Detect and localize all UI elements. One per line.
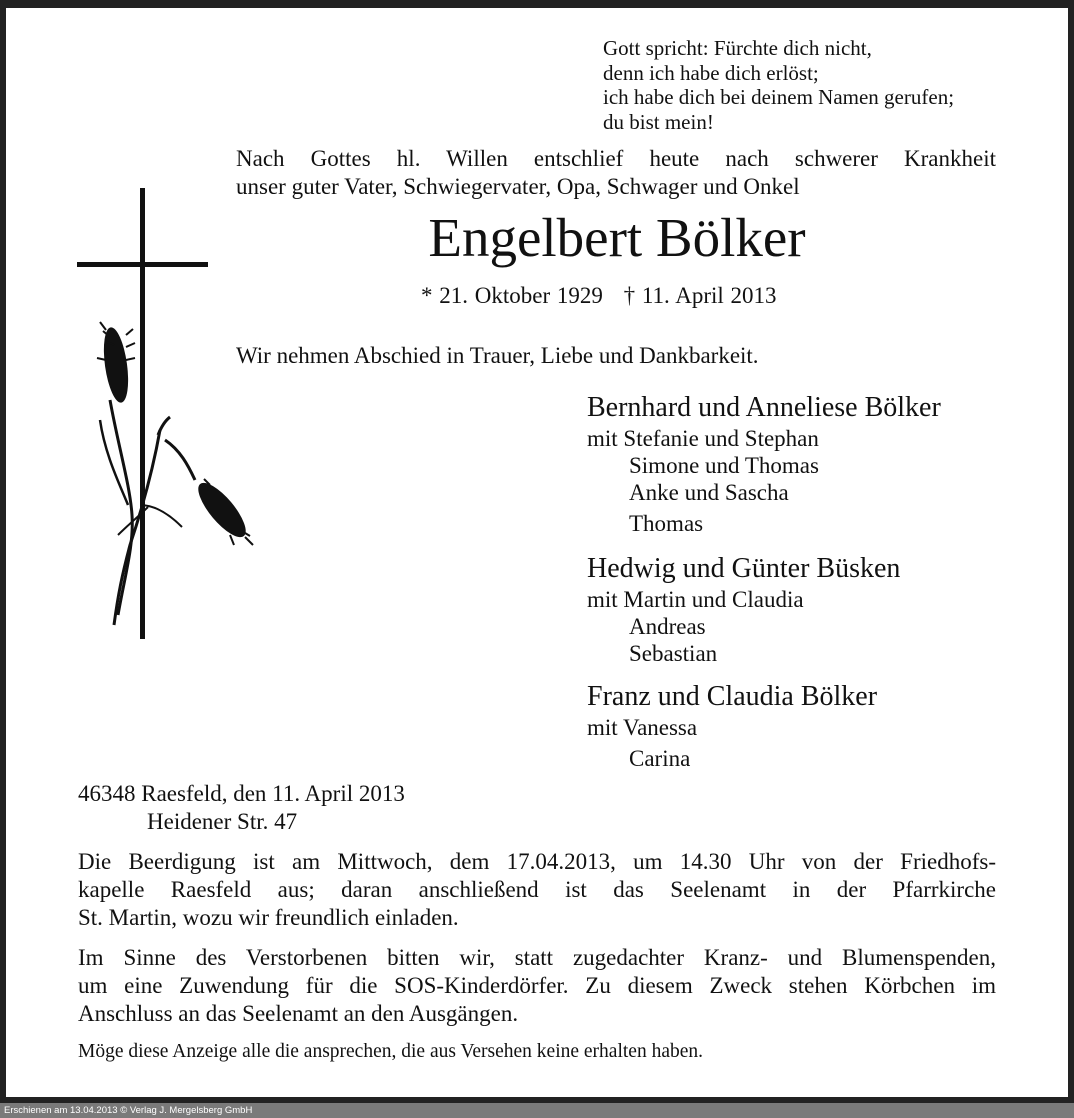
family-group — [587, 553, 900, 667]
death-date: † 11. April 2013 — [623, 283, 777, 308]
family-member: Anke und Sascha — [629, 480, 789, 505]
family-member: mit Stefanie und Stephan — [587, 426, 819, 451]
quote-line: Gott spricht: Fürchte dich nicht, — [603, 36, 872, 60]
paragraph-line: kapelle Raesfeld aus; daran anschließend ist das Seelenamt in der Pfarrkirche — [78, 877, 996, 902]
paragraph-line: Die Beerdigung ist am Mittwoch, dem 17.04.2013, um 14.30 Uhr von der Friedhofs- — [78, 849, 996, 874]
birth-date: * 21. Oktober 1929 — [421, 283, 603, 308]
family-head: Bernhard und Anneliese Bölker — [587, 392, 941, 423]
paragraph-line: Im Sinne des Verstorbenen bitten wir, statt zugedachter Kranz- und Blumenspenden, — [78, 945, 996, 970]
family-member: Sebastian — [629, 641, 718, 666]
place-date: 46348 Raesfeld, den 11. April 2013 — [78, 781, 405, 806]
family-member: Andreas — [629, 614, 706, 639]
farewell-text: Wir nehmen Abschied in Trauer, Liebe und Dankbarkeit. — [236, 343, 759, 368]
family-group — [587, 681, 877, 772]
life-dates — [421, 282, 777, 310]
paragraph-line: um eine Zuwendung für die SOS-Kinderdörfer. Zu diesem Zweck stehen Körbchen im — [78, 973, 996, 998]
donation-paragraph — [78, 944, 996, 1028]
closing-note: Möge diese Anzeige alle die ansprechen, die aus Versehen keine erhalten haben. — [78, 1041, 704, 1062]
place-and-address — [78, 780, 405, 836]
bible-quote — [603, 36, 954, 134]
quote-line: du bist mein! — [603, 109, 714, 134]
family-member: mit Vanessa — [587, 715, 698, 740]
deceased-name: Engelbert Bölker — [428, 207, 806, 268]
intro-line: unser guter Vater, Schwiegervater, Opa, Schwager und Onkel — [236, 174, 800, 199]
quote-line: denn ich habe dich erlöst; — [603, 60, 819, 85]
street-address: Heidener Str. 47 — [147, 809, 298, 834]
family-member: Carina — [629, 746, 691, 771]
intro-line: Nach Gottes hl. Willen entschlief heute nach schwerer Krankheit — [236, 146, 996, 171]
family-member: Simone und Thomas — [629, 453, 819, 478]
intro-text — [236, 145, 996, 201]
family-head: Franz und Claudia Bölker — [587, 681, 878, 712]
publication-footer: Erschienen am 13.04.2013 © Verlag J. Mergelsberg GmbH — [0, 1103, 1074, 1118]
paragraph-line: St. Martin, wozu wir freundlich einladen. — [78, 905, 459, 930]
family-member: Thomas — [629, 511, 704, 536]
funeral-paragraph — [78, 848, 996, 932]
family-group — [587, 392, 941, 537]
quote-line: ich habe dich bei deinem Namen gerufen; — [603, 85, 955, 109]
family-member: mit Martin und Claudia — [587, 587, 804, 612]
family-head: Hedwig und Günter Büsken — [587, 553, 901, 584]
paragraph-line: Anschluss an das Seelenamt an den Ausgängen. — [78, 1001, 519, 1026]
